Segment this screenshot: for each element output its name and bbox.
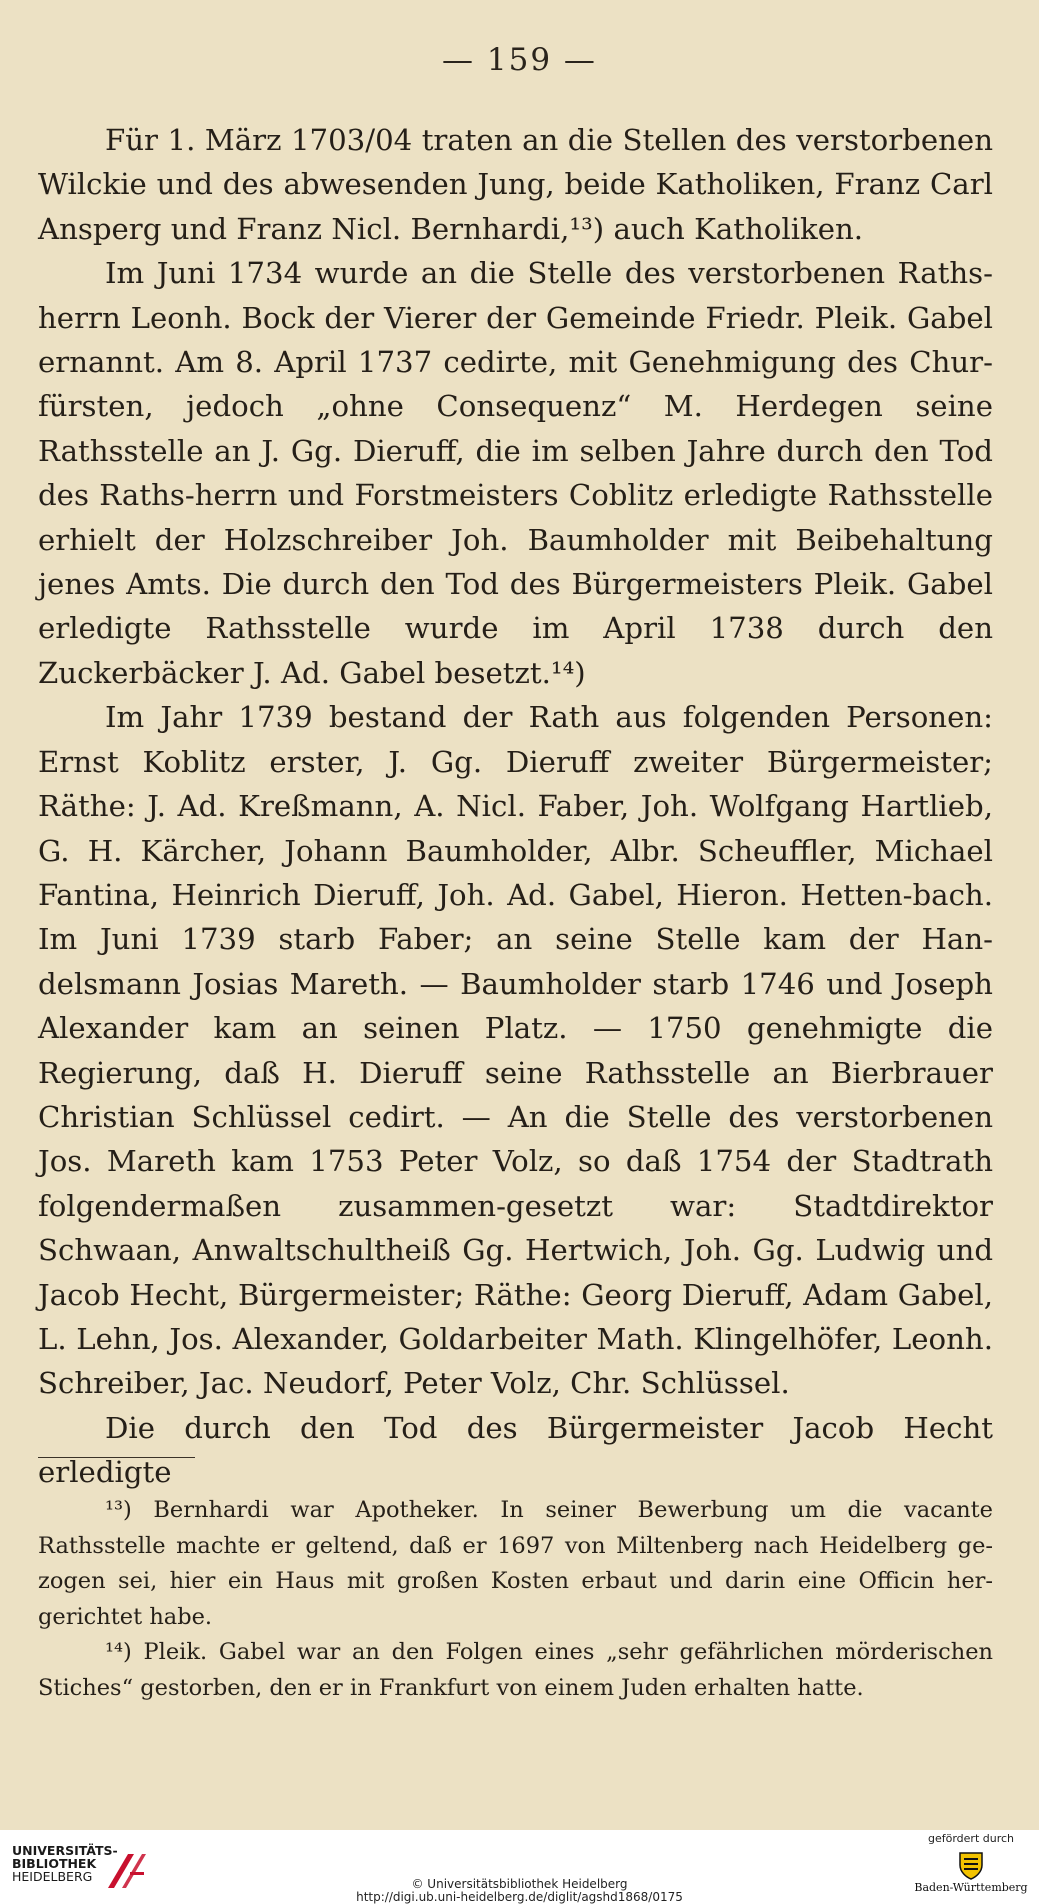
funding-badge[interactable] bbox=[911, 1832, 1031, 1902]
permalink[interactable]: http://digi.ub.uni-heidelberg.de/diglit/agshd1868/0175 bbox=[356, 1890, 683, 1904]
copyright-text: © Universitätsbibliothek Heidelberg bbox=[411, 1877, 628, 1891]
funding-name: Baden-Württemberg bbox=[914, 1881, 1028, 1894]
paragraph: Die durch den Tod des Bürgermeister Jacob Hecht erledigte bbox=[38, 1410, 993, 1490]
viewer-footer bbox=[0, 1830, 1039, 1904]
library-name: UNIVERSITÄTS- BIBLIOTHEK HEIDELBERG bbox=[12, 1843, 118, 1884]
footnote: ¹³) Bernhardi war Apotheker. In seiner Bewerbung um die vacante Rathsstelle machte er geltend, daß er 1697 von Miltenberg nach Heidelberg ge-zogen sei, hier ein Haus mit großen Kosten erbaut und darin eine Officin her-gerichtet habe. bbox=[38, 1497, 993, 1630]
footnote: ¹⁴) Pleik. Gabel war an den Folgen eines „sehr gefährlichen mörderischen Stiches“ gestorben, den er in Frankfurt von einem Juden erhalten hatte. bbox=[38, 1639, 993, 1701]
paragraph: Im Juni 1734 wurde an die Stelle des verstorbenen Raths-herrn Leonh. Bock der Vierer der Gemeinde Friedr. Pleik. Gabel ernannt. Am 8. April 1737 cedirte, mit Genehmigung des Chur-fürsten, jedoch „ohne Consequenz“ M. Herdegen seine Rathsstelle an J. Gg. Dieruff, die im selben Jahre durch den Tod des Raths-herrn und Forstmeisters Coblitz erledigte Rathsstelle erhielt der Holzschreiber Joh. Baumholder mit Beibehaltung jenes Amts. Die durch den Tod des Bürgermeisters Pleik. Gabel erledigte Rathsstelle wurde im April 1738 durch den Zuckerbäcker J. Ad. Gabel besetzt.¹⁴) bbox=[38, 256, 993, 690]
paragraph: Im Jahr 1739 bestand der Rath aus folgenden Personen: Ernst Koblitz erster, J. Gg. Dieruff zweiter Bürgermeister; Räthe: J. Ad. Kreßmann, A. Nicl. Faber, Joh. Wolfgang Hartlieb, G. H. Kärcher, Johann Baumholder, Albr. Scheuffler, Michael Fantina, Heinrich Dieruff, Joh. Ad. Gabel, Hieron. Hetten-bach. Im Juni 1739 starb Faber; an seine Stelle kam der Han-delsmann Josias Mareth. — Baumholder starb 1746 und Joseph Alexander kam an seinen Platz. — 1750 genehmigte die Regierung, daß H. Dieruff seine Rathsstelle an Bierbrauer Christian Schlüssel cedirt. — An die Stelle des verstorbenen Jos. Mareth kam 1753 Peter Volz, so daß 1754 der Stadtrath folgendermaßen zusammen-gesetzt war: Stadtdirektor Schwaan, Anwaltschultheiß Gg. Hertwich, Joh. Gg. Ludwig und Jacob Hecht, Bürgermeister; Räthe: Georg Dieruff, Adam Gabel, L. Lehn, Jos. Alexander, Goldarbeiter Math. Klingelhöfer, Leonh. Schreiber, Jac. Neudorf, Peter Volz, Chr. Schlüssel. bbox=[38, 700, 993, 1401]
baden-wuerttemberg-crest-icon bbox=[954, 1847, 988, 1881]
funding-label: gefördert durch bbox=[927, 1832, 1015, 1845]
footnotes bbox=[38, 1493, 993, 1707]
paragraph: Für 1. März 1703/04 traten an die Stellen des verstorbenen Wilckie und des abwesenden Jung, beide Katholiken, Franz Carl Ansperg und Franz Nicl. Bernhardi,¹³) auch Katholiken. bbox=[38, 123, 993, 246]
main-text bbox=[38, 118, 993, 1495]
footnote-divider bbox=[38, 1457, 195, 1458]
copyright-notice bbox=[0, 1878, 1039, 1904]
page-number: — 159 — bbox=[442, 42, 597, 78]
